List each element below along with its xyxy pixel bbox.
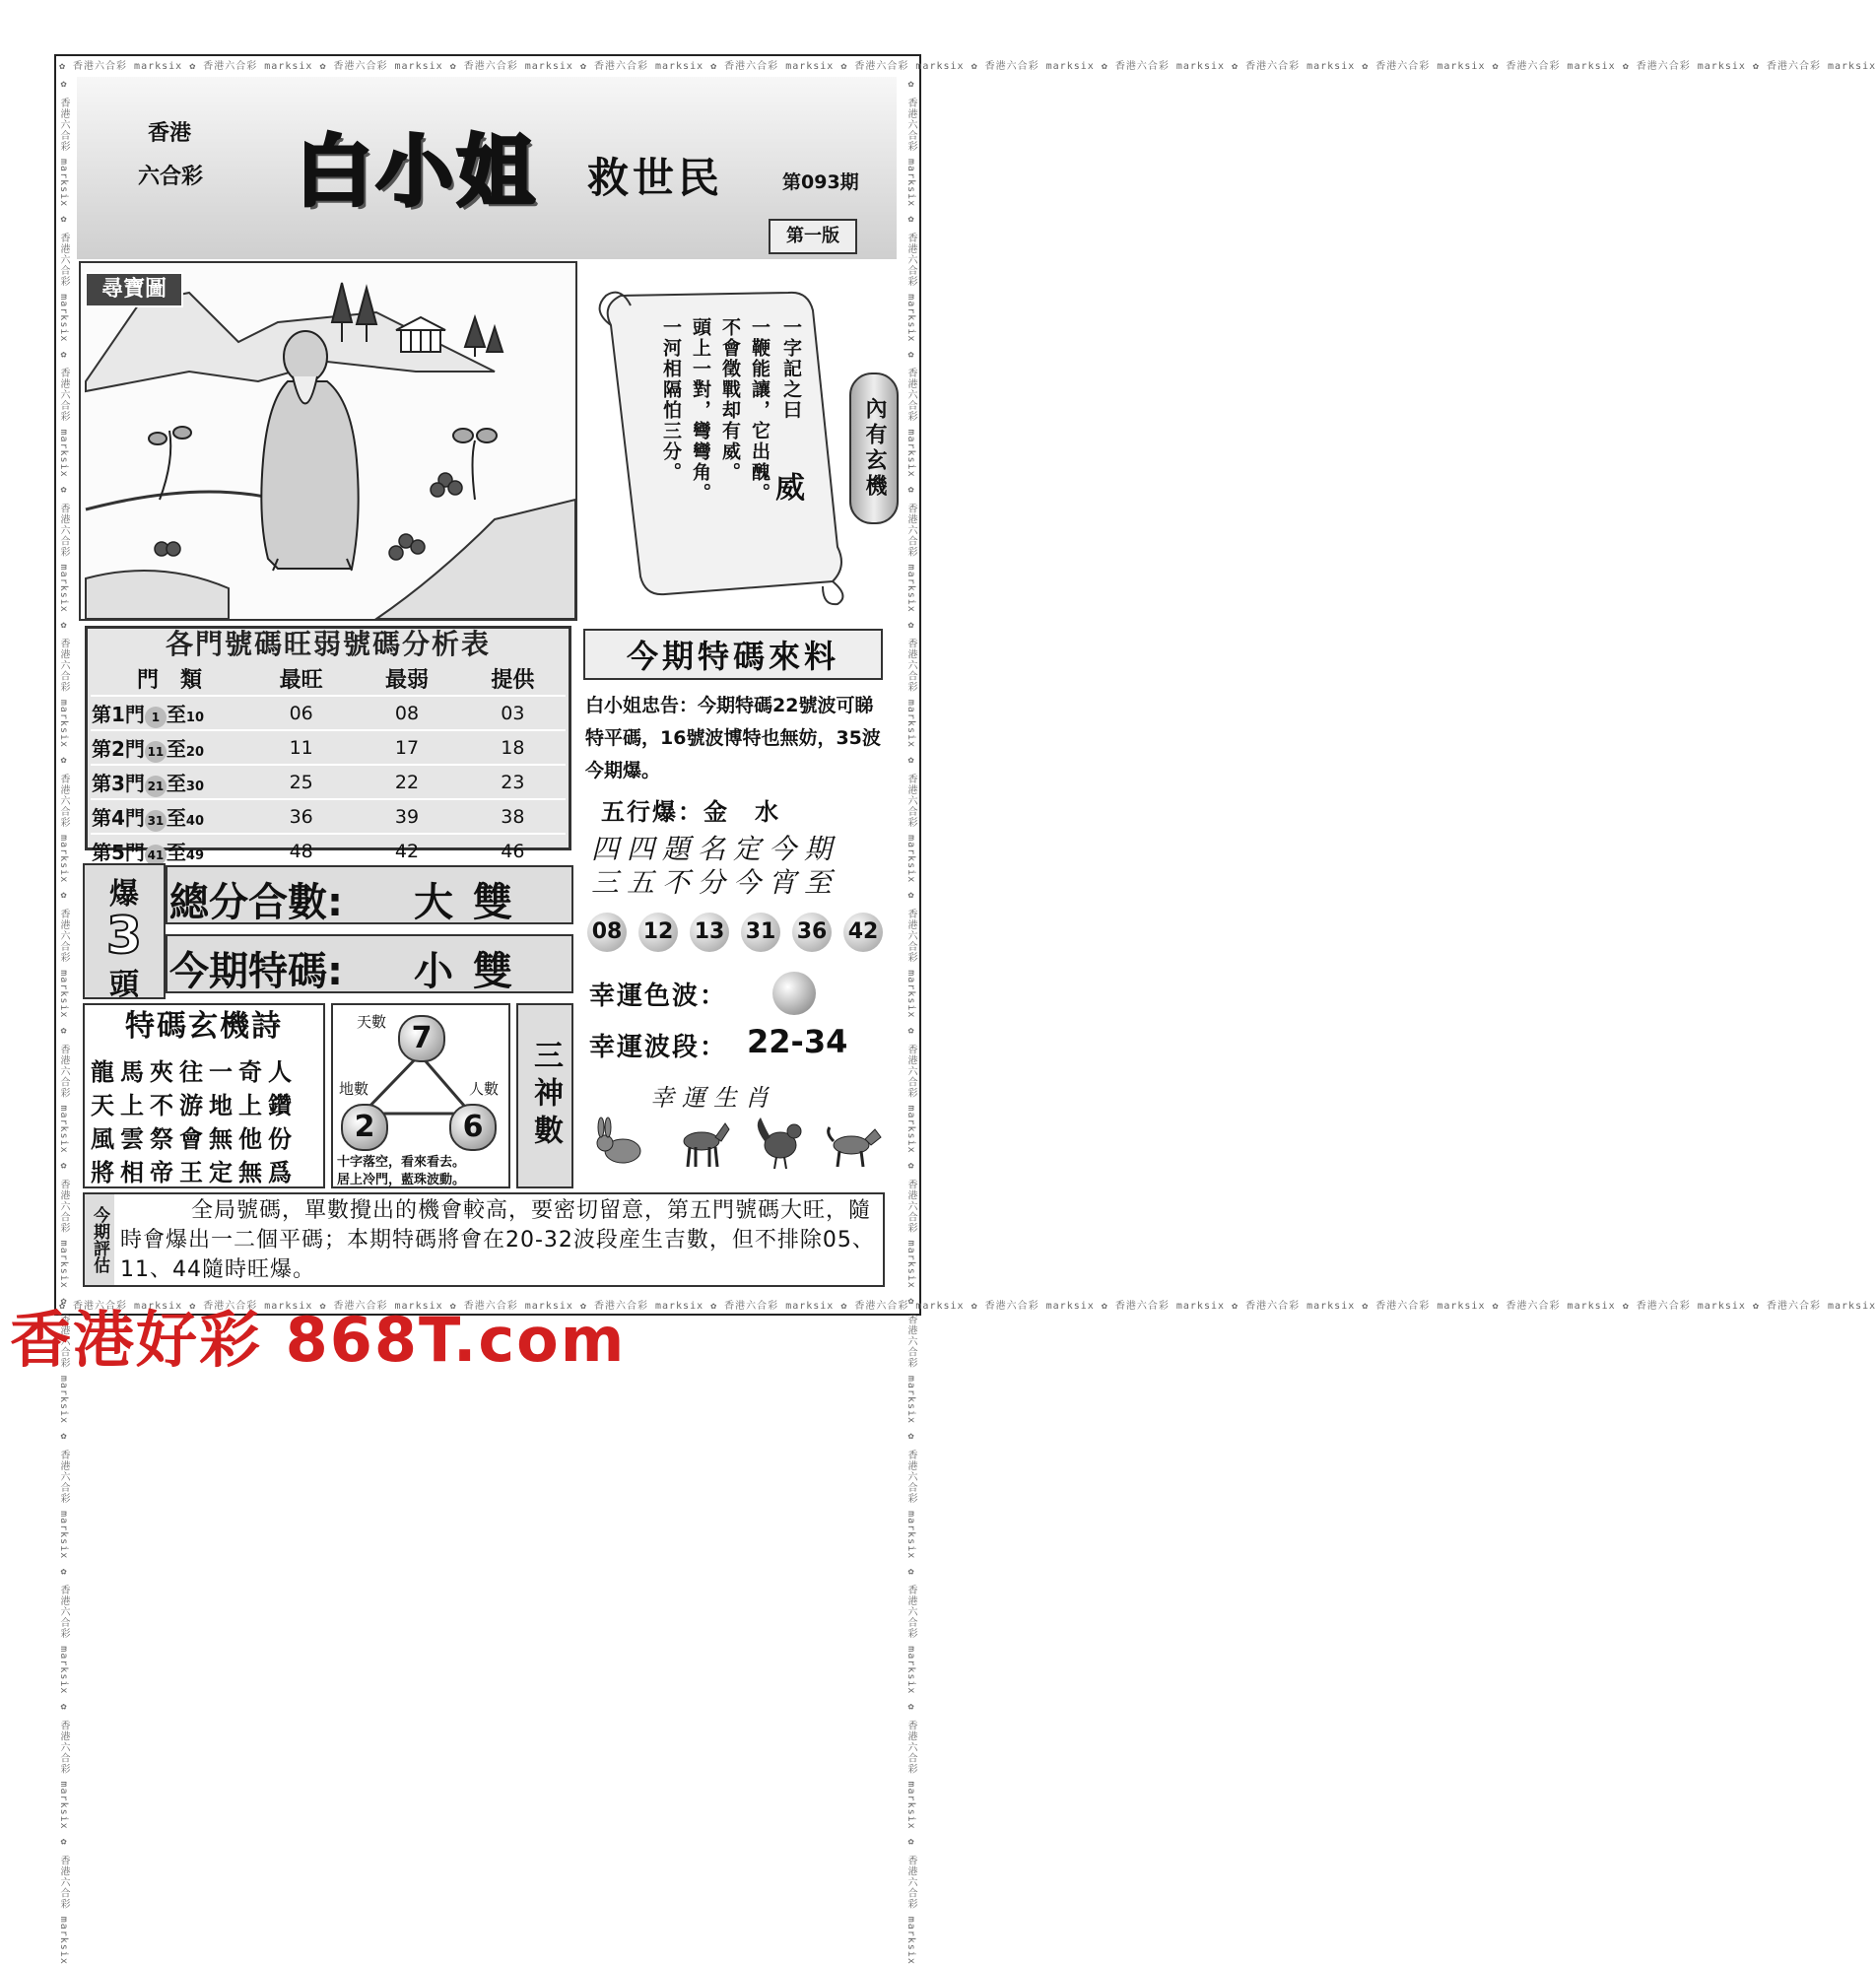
total-sum-label: 總分合數: [169, 880, 343, 925]
mystic-poem-title: 特碼玄機詩 [125, 1009, 283, 1044]
burst-three-heads-badge [83, 863, 166, 1002]
earth-label: 地數 [339, 1080, 369, 1098]
range-end: 40 [185, 813, 205, 829]
best-number: 06 [248, 696, 354, 730]
door-label: 第2門 [92, 736, 145, 761]
scroll-poem-answer: 威 [775, 471, 805, 506]
special-code-label: 今期特碼: [169, 949, 343, 994]
weak-number: 08 [354, 696, 459, 730]
range-to-word: 至 [166, 736, 186, 761]
lucky-color-ball [772, 972, 816, 1015]
horse-icon [670, 1112, 731, 1173]
scroll-poem-line-2: 一鞭能讓，它出醜。 [749, 317, 770, 504]
handwritten-line-2: 三五不分今宵至 [591, 866, 840, 899]
offer-number: 23 [460, 765, 566, 799]
offer-number: 46 [460, 834, 566, 867]
lucky-zodiac-title: 幸運生肖 [650, 1084, 776, 1112]
range-end: 10 [185, 710, 205, 725]
analysis-table [91, 662, 566, 867]
door-label: 第5門 [92, 840, 145, 864]
human-label: 人數 [469, 1080, 500, 1098]
rooster-icon [751, 1112, 812, 1173]
table-row [91, 765, 566, 799]
treasure-map-label: 尋寶圖 [85, 272, 183, 307]
page-title: 白小姐 [296, 128, 539, 217]
range-to-word: 至 [166, 771, 186, 795]
footer-site-banner: 香港好彩 868T.com [10, 1304, 627, 1376]
offer-number: 38 [460, 799, 566, 834]
heaven-earth-human-diagram [331, 1003, 510, 1188]
range-start-circle: 41 [145, 845, 167, 866]
number-ball: 13 [690, 913, 729, 952]
table-row [91, 696, 566, 730]
number-ball: 08 [587, 913, 627, 952]
edition-badge: 第一版 [769, 219, 857, 254]
heads-label: 頭 [109, 968, 139, 1002]
door-range [91, 834, 248, 867]
lucky-range-label: 幸運波段： [589, 1033, 728, 1062]
watermark-strip-top: ✿ 香港六合彩 marksix ✿ 香港六合彩 marksix ✿ 香港六合彩 marksix ✿ 香港六合彩 marksix ✿ 香港六合彩 marksix ✿ 香港六合彩 marksix ✿ 香港六合彩 marksix ✿ 香港六合彩 marksix ✿ 香港六合彩 marksix ✿ 香港六合彩 marksix ✿ 香港六合彩 marksix ✿ 香港六合彩 marksix ✿ 香港六合彩 marksix ✿ 香港六合彩 marksix [59, 61, 1876, 72]
table-row [91, 834, 566, 867]
col-header-door: 門 類 [136, 668, 202, 693]
special-material-title: 今期特碼來料 [583, 629, 883, 680]
burst-label: 爆 [109, 877, 139, 912]
watermark-strip-left: ✿ 香港六合彩 marksix ✿ 香港六合彩 marksix ✿ 香港六合彩 marksix ✿ 香港六合彩 marksix ✿ 香港六合彩 marksix ✿ 香港六合彩 marksix ✿ 香港六合彩 marksix ✿ 香港六合彩 marksix ✿ 香港六合彩 marksix ✿ 香港六合彩 marksix ✿ 香港六合彩 marksix ✿ 香港六合彩 marksix ✿ 香港六合彩 marksix ✿ 香港六合彩 marksix [58, 79, 69, 1965]
table-row [91, 799, 566, 834]
door-label: 第1門 [92, 702, 145, 726]
five-elements-line: 五行爆：金 水 [601, 798, 780, 826]
range-start-circle: 11 [145, 741, 167, 763]
range-to-word: 至 [166, 840, 186, 864]
watermark-strip-right: ✿ 香港六合彩 marksix ✿ 香港六合彩 marksix ✿ 香港六合彩 marksix ✿ 香港六合彩 marksix ✿ 香港六合彩 marksix ✿ 香港六合彩 marksix ✿ 香港六合彩 marksix ✿ 香港六合彩 marksix ✿ 香港六合彩 marksix ✿ 香港六合彩 marksix ✿ 香港六合彩 marksix ✿ 香港六合彩 marksix ✿ 香港六合彩 marksix ✿ 香港六合彩 marksix [905, 79, 916, 1965]
best-number: 11 [248, 730, 354, 765]
watermark-strip-bottom: ✿ 香港六合彩 marksix ✿ 香港六合彩 marksix ✿ 香港六合彩 marksix ✿ 香港六合彩 marksix ✿ 香港六合彩 marksix ✿ 香港六合彩 marksix ✿ 香港六合彩 marksix ✿ 香港六合彩 marksix ✿ 香港六合彩 marksix ✿ 香港六合彩 marksix ✿ 香港六合彩 marksix ✿ 香港六合彩 marksix ✿ 香港六合彩 marksix ✿ 香港六合彩 marksix [59, 1301, 1876, 1312]
three-god-numbers-label: 三神數 [516, 1003, 573, 1188]
issue-number: 第093期 [782, 171, 859, 193]
best-number: 48 [248, 834, 354, 867]
scholar-landscape-illustration [81, 263, 575, 619]
special-material-advice: 白小姐忠告：今期特碼22號波可睇特平碼，16號波博特也無妨，35波今期爆。 [585, 695, 881, 781]
door-range [91, 730, 248, 765]
mystic-poem-line-4: 將相帝王定無爲 [91, 1158, 298, 1186]
offer-number: 03 [460, 696, 566, 730]
door-label: 第3門 [92, 771, 145, 795]
dog-icon [822, 1112, 883, 1173]
door-label: 第4門 [92, 805, 145, 830]
scroll-poem-line-3: 不會徵戰却有威。 [719, 317, 741, 483]
mystic-poem-line-1: 龍馬夾往一奇人 [91, 1057, 298, 1086]
col-header-best: 最旺 [279, 668, 323, 693]
handwritten-line-1: 四四題名定今期 [591, 833, 840, 865]
door-range [91, 765, 248, 799]
analysis-table-title: 各門號碼旺弱號碼分析表 [165, 628, 491, 660]
scroll-poem-line-5: 一河相隔怕三分。 [660, 317, 682, 483]
scroll-poem-line-1: 一字記之曰 [780, 317, 802, 421]
door-range [91, 799, 248, 834]
mystery-badge: 內有玄機 [849, 373, 899, 524]
lucky-color-label: 幸運色波： [589, 982, 728, 1011]
range-start-circle: 21 [145, 776, 167, 797]
range-to-word: 至 [166, 702, 186, 726]
range-start-circle: 31 [145, 810, 167, 832]
number-ball: 42 [843, 913, 883, 952]
range-end: 49 [185, 847, 205, 863]
number-ball: 12 [638, 913, 678, 952]
table-row [91, 730, 566, 765]
earth-number-ball: 2 [341, 1104, 388, 1151]
rabbit-icon [589, 1112, 650, 1173]
best-number: 25 [248, 765, 354, 799]
number-ball: 36 [792, 913, 832, 952]
mystic-poem-line-2: 天上不游地上鑽 [91, 1091, 298, 1119]
weak-number: 22 [354, 765, 459, 799]
range-start-circle: 1 [145, 707, 167, 728]
door-range [91, 696, 248, 730]
weak-number: 42 [354, 834, 459, 867]
diagram-note-1: 十字落空，看來看去。 [337, 1155, 466, 1170]
total-sum-value: 大雙 [414, 879, 532, 925]
col-header-weak: 最弱 [384, 668, 429, 693]
special-code-value: 小雙 [414, 948, 532, 994]
number-ball: 31 [741, 913, 780, 952]
scroll-poem-line-4: 頭上一對，彎彎角。 [690, 317, 711, 504]
hk-label: 香港 [148, 120, 192, 146]
diagram-note-2: 居上冷門，藍珠波動。 [337, 1173, 466, 1187]
lucky-range-value: 22-34 [747, 1023, 848, 1060]
weak-number: 39 [354, 799, 459, 834]
heaven-label: 天數 [357, 1013, 387, 1031]
evaluation-label: 今期評估 [85, 1194, 114, 1285]
mystic-poem-line-3: 風雲祭會無他份 [91, 1124, 298, 1153]
recommended-numbers [585, 913, 885, 952]
burst-number: 3 [105, 907, 143, 966]
evaluation-text: 全局號碼，單數攪出的機會較高，要密切留意，第五門號碼大旺，隨時會爆出一二個平碼；本期特碼將會在20-32波段産生吉數，但不排除05、11、44隨時旺爆。 [120, 1198, 875, 1282]
heaven-number-ball: 7 [398, 1015, 445, 1062]
range-end: 20 [185, 744, 205, 760]
marksix-label: 六合彩 [138, 164, 204, 189]
weak-number: 17 [354, 730, 459, 765]
treasure-picture [79, 261, 577, 621]
best-number: 36 [248, 799, 354, 834]
range-end: 30 [185, 779, 205, 794]
page-subtitle: 救世民 [587, 154, 724, 202]
col-header-offer: 提供 [491, 668, 535, 693]
offer-number: 18 [460, 730, 566, 765]
range-to-word: 至 [166, 805, 186, 830]
human-number-ball: 6 [449, 1104, 497, 1151]
